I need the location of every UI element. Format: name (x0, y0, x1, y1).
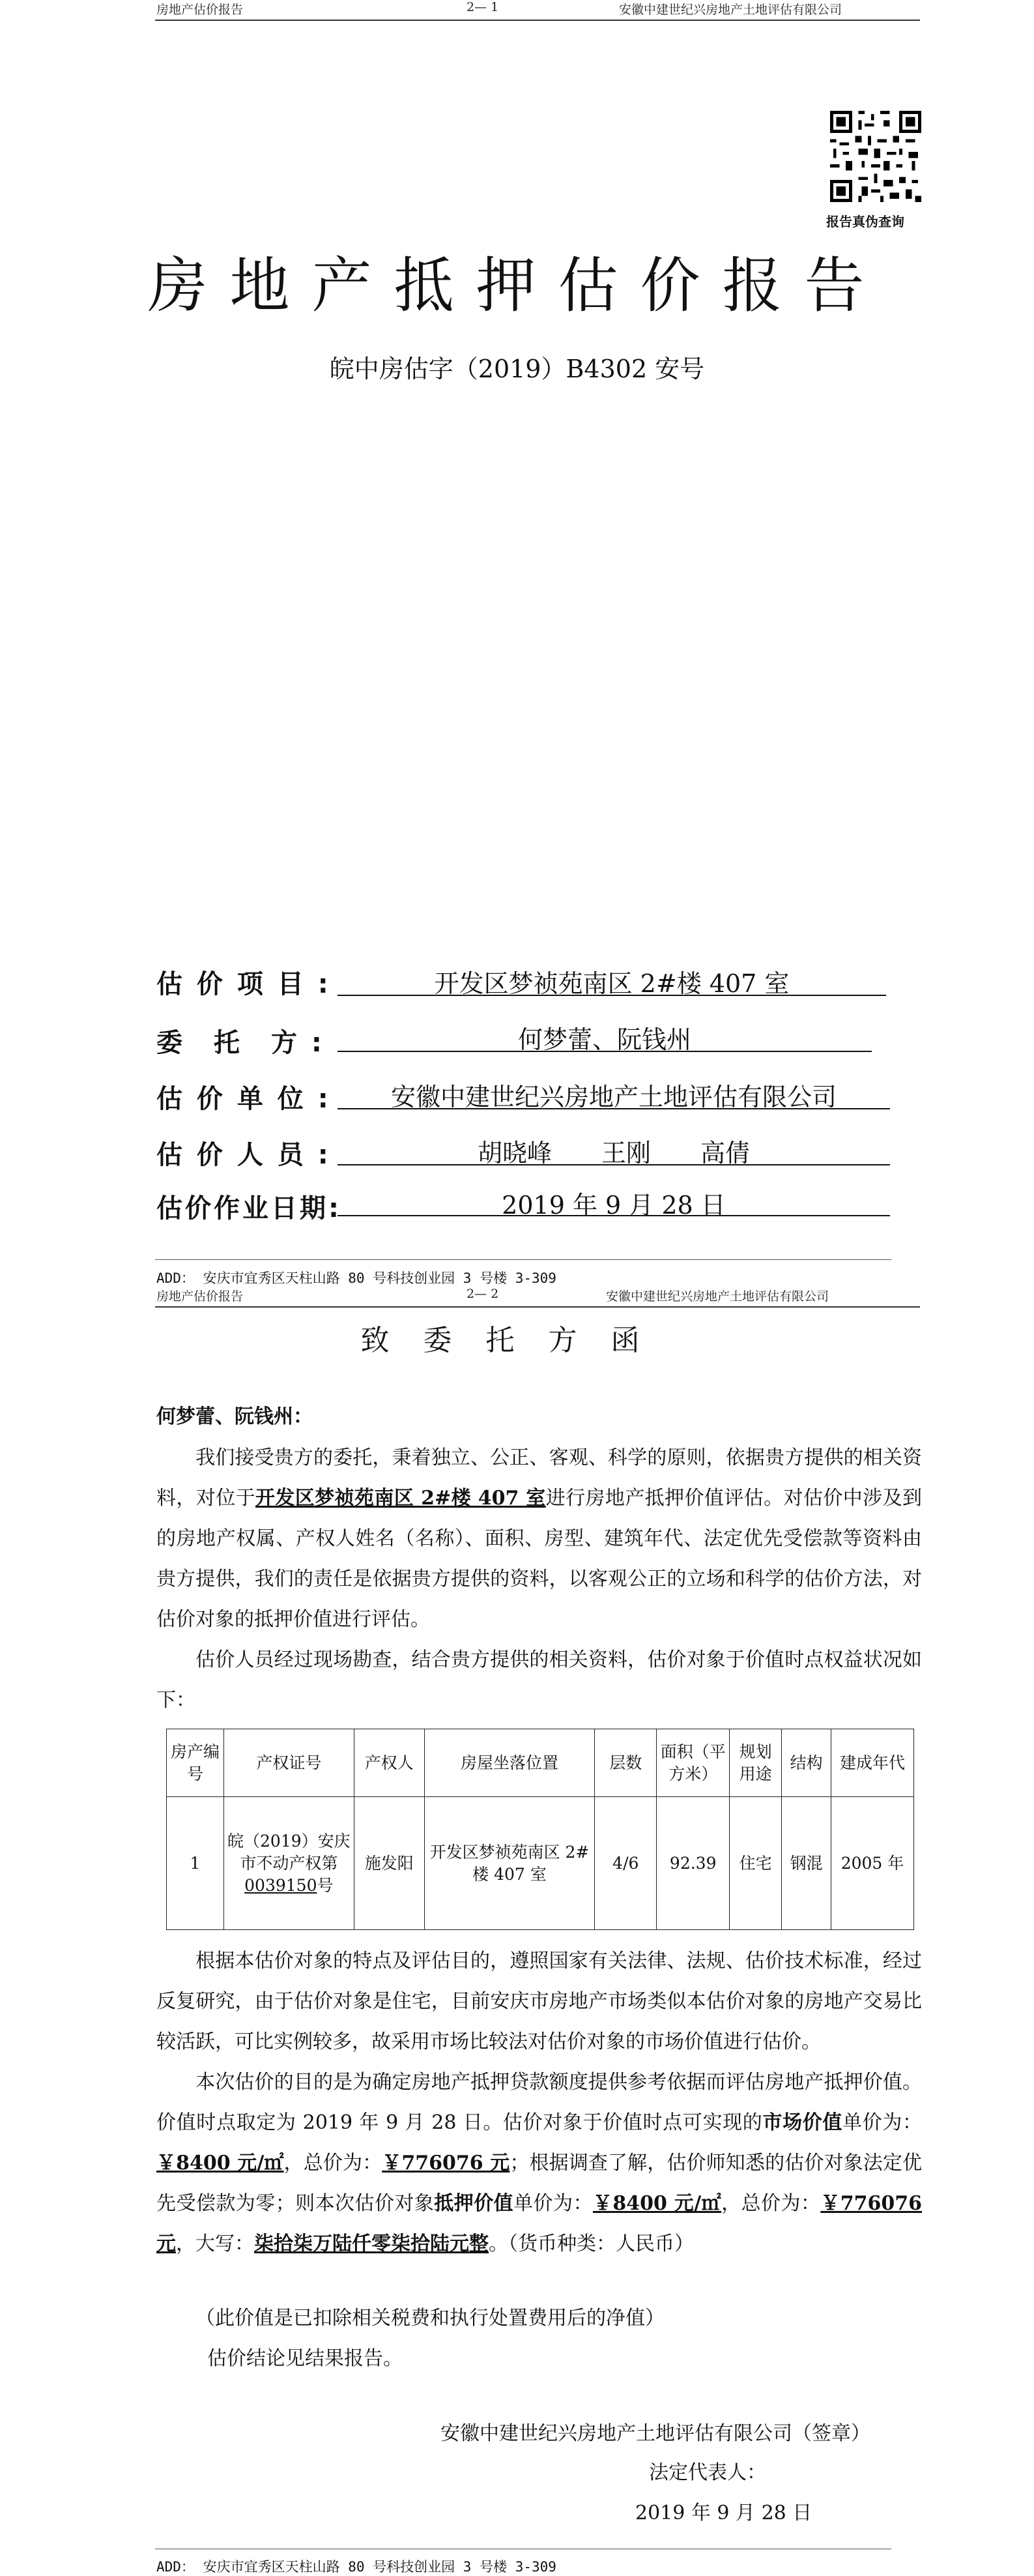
cell-cert: 皖（2019）安庆市不动产权第0039150号 (223, 1797, 354, 1930)
cell-structure: 钢混 (782, 1797, 831, 1930)
mortgage-value-label: 抵押价值 (434, 2192, 514, 2215)
page1-footer-address: ADD： 安庆市宜秀区天柱山路 80 号科技创业园 3 号楼 3-309 (156, 1270, 556, 1286)
market-value-label: 市场价值 (762, 2111, 843, 2134)
table-header-row (167, 1729, 914, 1797)
p3-text: 根据本估价对象的特点及评估目的，遵照国家有关法律、法规、估价技术标准，经过反复研究，由于估价对象是住宅，目前安庆市房地产市场类似本估价对象的房地产交易比较活跃，可比实例较多，故采用市场比较法对估价对象的市场价值进行估价。 (156, 1950, 922, 2053)
paragraph-4: 本次估价的目的是为确定房地产抵押贷款额度提供参考依据而评估房地产抵押价值。价值时点取定为 2019 年 9 月 28 日。估价对象于价值时点可实现的市场价值单价为：￥8400 元/㎡，总价为：￥776076 元；根据调查了解，估价师知悉的估价对象法定优先受偿款为零；则本次估价对象抵押价值单价为：￥8400 元/㎡，总价为：￥776076 元，大写：柒拾柒万陆仟零柒拾陆元整。（货币种类：人民币） (156, 2071, 923, 2255)
page1-header-right: 安徽中建世纪兴房地产土地评估有限公司 (619, 3, 842, 17)
qr-code-icon[interactable] (830, 111, 921, 202)
page1-header-rule (155, 20, 920, 21)
p1-text: 我们接受贵方的委托，秉着独立、公正、客观、科学的原则，依据贵方提供的相关资料，对位于 (156, 1446, 922, 1510)
market-unit-price: ￥8400 元/㎡ (156, 2152, 284, 2174)
p1-property: 开发区梦祯苑南区 2#楼 407 室 (255, 1487, 546, 1510)
cell-owner: 施发阳 (354, 1797, 424, 1930)
signature-company: 安徽中建世纪兴房地产土地评估有限公司（签章） (440, 2422, 870, 2445)
cell-area: 92.39 (657, 1797, 730, 1930)
signature-date: 2019 年 9 月 28 日 (635, 2502, 812, 2525)
field-label: 估 价 人 员 : (156, 1140, 331, 1170)
field-value-project: 开发区梦祯苑南区 2#楼 407 室 (434, 969, 790, 998)
cell-no: 1 (167, 1797, 224, 1930)
field-value-client: 何梦蕾、阮钱州 (517, 1025, 691, 1054)
letter-title: 致委托方函 (360, 1324, 674, 1357)
report-number: 皖中房估字（2019）B4302 安号 (329, 355, 705, 383)
field-label: 估价作业日期: (156, 1193, 341, 1223)
table-row (167, 1797, 914, 1930)
table-header: 规划用途 (730, 1729, 782, 1797)
cell-use: 住宅 (730, 1797, 782, 1930)
field-row-date (156, 1188, 341, 1225)
paragraph-1 (156, 1438, 922, 1640)
page1-footer-rule (155, 1259, 891, 1260)
field-row-org (156, 1078, 332, 1115)
table-header: 产权人 (354, 1729, 424, 1797)
table-header: 建成年代 (831, 1729, 914, 1797)
field-row-appraisers (156, 1134, 332, 1171)
field-value-appraisers: 胡晓峰 王刚 高倩 (477, 1139, 750, 1167)
page2-footer-address: ADD： 安庆市宜秀区天柱山路 80 号科技创业园 3 号楼 3-309 (156, 2559, 556, 2575)
table-header: 面积（平方米） (657, 1729, 730, 1797)
page2-header-right: 安徽中建世纪兴房地产土地评估有限公司 (606, 1289, 829, 1304)
qr-verify-label: 报告真伪查询 (826, 214, 904, 229)
field-label: 委 托 方 : (156, 1028, 324, 1058)
total-in-words: 柒拾柒万陆仟零柒拾陆元整 (254, 2232, 489, 2255)
market-total-price: ￥776076 元 (382, 2152, 510, 2174)
field-label: 估 价 项 目 : (156, 969, 331, 999)
page2-header-rule (155, 1306, 920, 1308)
field-value-org: 安徽中建世纪兴房地产土地评估有限公司 (390, 1083, 837, 1111)
table-header: 房屋坐落位置 (424, 1729, 595, 1797)
salutation: 何梦蕾、阮钱州： (156, 1405, 313, 1428)
property-table (166, 1729, 914, 1930)
mortgage-unit-price: ￥8400 元/㎡ (592, 2192, 722, 2215)
mortgage-total-price: ￥776076 元 (156, 2192, 923, 2255)
table-header: 结构 (782, 1729, 831, 1797)
cell-year: 2005 年 (831, 1797, 914, 1930)
report-title: 房地产抵押估价报告 (147, 251, 887, 321)
field-row-project (156, 963, 332, 1001)
page1-header-left: 房地产估价报告 (156, 3, 244, 17)
field-label: 估 价 单 位 : (156, 1084, 331, 1114)
paragraph-5: （此价值是已扣除相关税费和执行处置费用后的净值） (195, 2307, 665, 2330)
field-row-client (156, 1022, 332, 1059)
paragraph-6: 估价结论见结果报告。 (207, 2347, 403, 2370)
cell-location: 开发区梦祯苑南区 2#楼 407 室 (424, 1797, 595, 1930)
paragraph-3 (156, 1941, 922, 2062)
field-value-date: 2019 年 9 月 28 日 (502, 1191, 726, 1220)
table-header: 房产编号 (167, 1729, 224, 1797)
table-header: 产权证号 (223, 1729, 354, 1797)
page2-header-left: 房地产估价报告 (156, 1289, 244, 1304)
p1-text-cont: 进行房地产抵押价值评估。对估价中涉及到的房地产权属、产权人姓名（名称）、面积、房型、建筑年代、法定优先受偿款等资料由贵方提供，我们的责任是依据贵方提供的资料，以客观公正的立场和科学的估价方法，对估价对象的抵押价值进行评估。 (156, 1487, 922, 1631)
page1-header-page: 2— 1 (467, 0, 499, 14)
page2-header-page: 2— 2 (467, 1287, 499, 1301)
cell-floors: 4/6 (595, 1797, 657, 1930)
p2-text: 估价人员经过现场勘查，结合贵方提供的相关资料，估价对象于价值时点权益状况如下： (156, 1648, 922, 1712)
table-header: 层数 (595, 1729, 657, 1797)
paragraph-2 (156, 1640, 922, 1721)
signature-legal-rep: 法定代表人： (649, 2461, 766, 2484)
